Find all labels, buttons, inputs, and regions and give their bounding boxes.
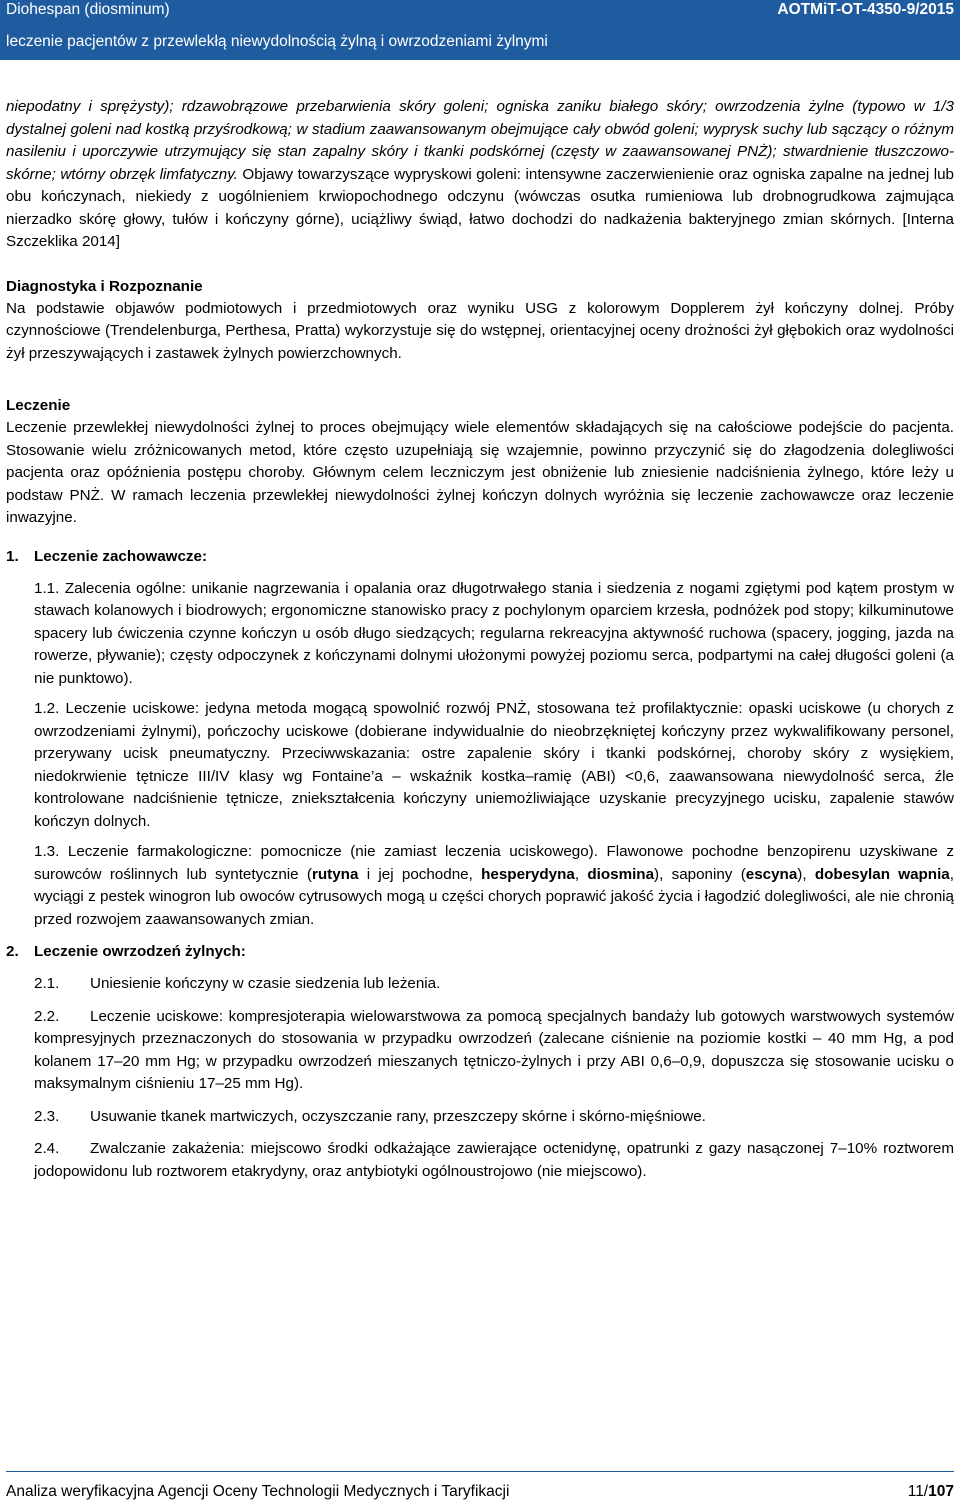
item-1-2-number: 1.2. (34, 700, 60, 717)
treatment-heading: Leczenie (6, 397, 71, 414)
section-2-number: 2. (6, 943, 19, 960)
header-drug-name: Diohespan (diosminum) (6, 1, 170, 18)
item-1-1-number: 1.1. (34, 579, 60, 597)
item-2-2 (6, 1006, 954, 1096)
item-1-3-dobesylan: dobesylan wapnia (814, 865, 950, 883)
header-reference: AOTMiT-OT-4350-9/2015 (777, 1, 954, 18)
footer-page-number (908, 1482, 954, 1502)
footer-agency: Analiza weryfikacyjna Agencji Oceny Technologii Medycznych i Taryfikacji (6, 1483, 510, 1500)
section-1-heading (6, 546, 954, 568)
diagnostics-heading: Diagnostyka i Rozpoznanie (6, 277, 203, 295)
item-1-3-text-c: , (574, 865, 588, 883)
item-2-4-text: Zwalczanie zakażenia: miejscowo środki odkażające zawierające octenidynę, opatrunki z gazy nasączonej 7–10% roztworem jodopowidonu lub roztworem etakrydyny, oraz antybiotyki ogólnoustrojowo (nie miejscowo). (34, 1140, 954, 1180)
document-body (6, 96, 954, 1183)
item-2-3-number: 2.3. (34, 1107, 60, 1125)
item-2-3-text: Usuwanie tkanek martwiczych, oczyszczanie rany, przeszczepy skórne i skórno-mięśniowe. (90, 1107, 706, 1125)
intro-normal-text: Objawy towarzyszące wypryskowi goleni: intensywne zaczerwienienie oraz ogniska zapalne na jednej lub obu kończynach, niekiedy z uogólnieniem krwiopochodnego odczynu (wówczas osutka rumieniowa lub drobnogrudkowa zajmująca nierzadko skórę głowy, tułów i kończyny górne), uciążliwy świąd, łatwo dochodzi do nadkażenia bakteryjnego zmian skórnych. [Interna Szczeklika 2014] (6, 165, 954, 250)
section-2-heading (6, 941, 954, 963)
diagnostics-paragraph: Na podstawie objawów podmiotowych i przedmiotowych oraz wyniku USG z kolorowym Dopplerem żył kończyny dolnej. Próby czynnościowe (Trendelenburga, Perthesa, Pratta) wykorzystuje się do wstępnej, orientacyjnej oceny drożności żył głębokich oraz wydolności żył przeszywających i zastawek żylnych powierzchownych. (6, 299, 954, 362)
intro-italic-text: niepodatny i sprężysty); rdzawobrązowe przebarwienia skóry goleni; ogniska zaniku białego skóry; owrzodzenia żylne (typowo w 1/3 dystalnej goleni nad kostką przyśrodkową; w stadium zaawansowanym obejmujące cały obwód goleni; wyprysk suchy lub sączący o różnym nasileniu i uporczywie utrzymujący się stan zapalny skóry i tkanki podskórnej (częsty w zaawansowanej PNŻ); stwardnienie tłuszczowo-skórne; wtórny obrzęk limfatyczny. (6, 98, 954, 183)
item-1-3-number: 1.3. (34, 843, 60, 860)
item-1-3-hesperydyna: hesperydyna (481, 865, 575, 883)
item-2-1-number: 2.1. (34, 975, 60, 992)
header-subtitle: leczenie pacjentów z przewlekłą niewydolnością żylną i owrzodzeniami żylnymi (6, 33, 548, 50)
page-header (0, 0, 960, 60)
item-1-2 (6, 698, 954, 833)
section-1-number: 1. (6, 547, 19, 565)
item-2-4 (6, 1138, 954, 1183)
item-1-3-escyna: escyna (745, 865, 798, 883)
item-2-1-text: Uniesienie kończyny w czasie siedzenia lub leżenia. (90, 975, 441, 992)
footer-divider (6, 1471, 954, 1472)
item-1-2-text: Leczenie uciskowe: jedyna metoda mogącą spowolnić rozwój PNŻ, stosowana też profilaktycznie: opaski uciskowe (u chorych z owrzodzeniami żylnymi), pończochy uciskowe (dobierane indywidualnie do nieobrzękniętej kończyny przez wykwalifikowany personel, przerywany ucisk pneumatyczny. Przeciwwskazania: ostre zapalenie skóry i tkanki podskórnej, choroby skóry z wysiękiem, niedokrwienie tętnicze III/IV klasy wg Fontaine’a – wskaźnik kostka–ramię (ABI) <0,6, zaawansowana niewydolność serca, źle kontrolowane nadciśnienie tętnicze, zniekształcenia kończyny uniemożliwiające uzyskanie precyzyjnego ucisku, zapalenie stawów kończyn dolnych. (34, 700, 954, 830)
intro-paragraph (6, 96, 954, 254)
item-2-2-text: Leczenie uciskowe: kompresjoterapia wielowarstwowa za pomocą specjalnych bandaży lub gotowych warstwowych systemów kompresyjnych przeznaczonych do stosowania w przypadku owrzodzeń (zalecane ciśnienie na poziomie kostki – 40 mm Hg, a pod kolanem 17–20 mm Hg; w przypadku owrzodzeń mieszanych tętniczo-żylnych i przy ABI 0,6–0,9, dopuszcza się stosowanie ucisku o maksymalnym ciśnieniu 17–25 mm Hg). (34, 1007, 954, 1092)
item-1-3-text-f: , wyciągi z pestek winogron lub owoców cytrusowych mogą u części chorych poprawić jakość życia i łagodzić dolegliwości, ale nie chronią przed rozwojem zaawansowanych zmian. (34, 865, 954, 928)
item-2-3 (6, 1106, 954, 1129)
item-1-1 (6, 578, 954, 691)
item-1-3 (6, 841, 954, 931)
treatment-paragraph: Leczenie przewlekłej niewydolności żylnej to proces obejmujący wiele elementów składających się na całościowe podejście do pacjenta. Stosowanie wielu zróżnicowanych metod, które często uzupełniają się wzajemnie, powinno przyczynić się do złagodzenia dolegliwości pacjenta oraz opóźnienia postępu choroby. Głównym celem leczniczym jest obniżenie lub zniesienie nadciśnienia żylnego, które leży u podstaw PNŻ. W ramach leczenia przewlekłej niewydolności żylnej kończyn dolnych wyróżnia się leczenie zachowawcze oraz leczenie inwazyjne. (6, 419, 954, 526)
footer-page-current: 11/ (907, 1483, 929, 1500)
item-1-3-text-b: i jej pochodne, (358, 865, 482, 883)
item-1-3-text-e: ), (797, 865, 815, 883)
item-1-3-rutyna: rutyna (311, 865, 359, 883)
section-1-title: Leczenie zachowawcze: (34, 547, 208, 565)
item-1-1-text: Zalecenia ogólne: unikanie nagrzewania i opalania oraz długotrwałego stania i siedzenia z nogami zgiętymi pod kątem prostym w stawach kolanowych i biodrowych; ergonomiczne stanowisko pracy z pochylonym oparciem krzesła, podnóżek pod stopy; kilkuminutowe spacery lub ćwiczenia czynne kończyn u osób długo siedzących; regularna rekreacyjna aktywność ruchowa (spacery, jogging, jazda na rowerze, pływanie); częsty odpoczynek z kończynami dolnymi ułożonymi powyżej poziomu serca, podpartymi na całej długości goleni (a nie punktowo). (34, 579, 954, 687)
item-2-2-number: 2.2. (34, 1007, 60, 1025)
section-2-title: Leczenie owrzodzeń żylnych: (34, 943, 246, 960)
item-2-1 (6, 973, 954, 996)
footer-page-total: 107 (928, 1483, 954, 1500)
item-1-3-text-d: ), saponiny ( (654, 865, 746, 883)
item-1-3-text-a: Leczenie farmakologiczne: pomocnicze (nie zamiast leczenia uciskowego). Flawonowe pochodne benzopirenu uzyskiwane z surowców roślinnych lub syntetycznie ( (34, 843, 954, 883)
item-2-4-number: 2.4. (34, 1140, 60, 1157)
item-1-3-diosmina: diosmina (587, 865, 655, 883)
